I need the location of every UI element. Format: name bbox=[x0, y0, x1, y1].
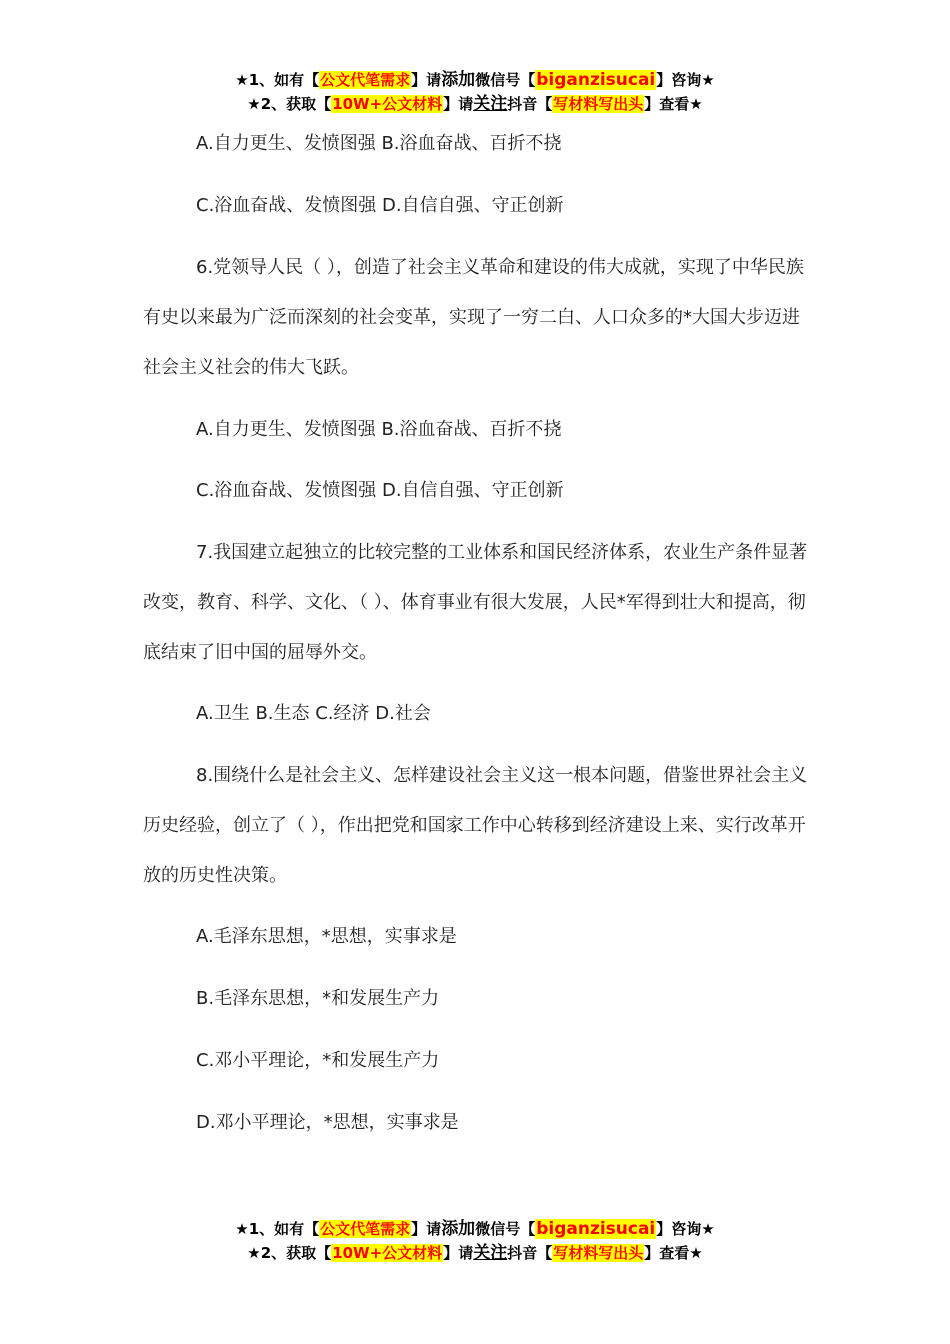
banner-line-2 bbox=[0, 92, 950, 116]
emphasis-follow: 关注 bbox=[473, 1243, 508, 1263]
emphasis-add: 添加 bbox=[441, 70, 476, 90]
banner-text: 微信号【 bbox=[475, 71, 536, 89]
q7-options: A.卫生 B.生态 C.经济 D.社会 bbox=[196, 703, 431, 724]
highlight-douyin: 写材料写出头 bbox=[553, 1244, 644, 1262]
banner-text: 微信号【 bbox=[475, 1220, 536, 1238]
banner-line-2 bbox=[0, 1241, 950, 1265]
q8-option-b: B.毛泽东思想，*和发展生产力 bbox=[196, 988, 440, 1009]
q5-options-cd: C.浴血奋战、发愤图强 D.自信自强、守正创新 bbox=[196, 195, 564, 216]
q6-options-cd: C.浴血奋战、发愤图强 D.自信自强、守正创新 bbox=[196, 480, 564, 501]
q8-stem: 8.围绕什么是社会主义、怎样建设社会主义这一根本问题，借鉴世界社会主义历史经验，创立了（ ），作出把党和国家工作中心转移到经济建设上来、实行改革开放的历史性决策。 bbox=[143, 765, 808, 886]
q5-options-ab: A.自力更生、发愤图强 B.浴血奋战、百折不挠 bbox=[196, 133, 562, 154]
banner-text: 】咨询★ bbox=[656, 71, 715, 89]
banner-text: 】查看★ bbox=[644, 1244, 703, 1262]
highlight-douyin: 写材料写出头 bbox=[553, 95, 644, 113]
emphasis-add: 添加 bbox=[441, 1219, 476, 1239]
highlight-materials: 10W+公文材料 bbox=[332, 1244, 443, 1262]
q8-option-a: A.毛泽东思想，*思想，实事求是 bbox=[196, 926, 457, 947]
banner-text: ★2、获取【 bbox=[247, 1244, 332, 1262]
banner-text: ★2、获取【 bbox=[247, 95, 332, 113]
highlight-wechat-id: biganzisucai bbox=[536, 70, 656, 90]
header-banner bbox=[0, 68, 950, 116]
banner-text: ★1、如有【 bbox=[235, 1220, 320, 1238]
highlight-wechat-id: biganzisucai bbox=[536, 1219, 656, 1239]
banner-text: 】请 bbox=[411, 71, 442, 89]
banner-text: 】请 bbox=[443, 1244, 474, 1262]
banner-text: 】请 bbox=[443, 95, 474, 113]
highlight-materials: 10W+公文材料 bbox=[332, 95, 443, 113]
banner-text: 】查看★ bbox=[644, 95, 703, 113]
highlight-service: 公文代笔需求 bbox=[320, 1220, 411, 1238]
q6-options-ab: A.自力更生、发愤图强 B.浴血奋战、百折不挠 bbox=[196, 419, 562, 440]
banner-text: 】请 bbox=[411, 1220, 442, 1238]
footer-banner bbox=[0, 1217, 950, 1265]
banner-text: 抖音【 bbox=[507, 95, 553, 113]
banner-line-1 bbox=[0, 68, 950, 92]
banner-line-1 bbox=[0, 1217, 950, 1241]
q6-stem: 6.党领导人民（ ），创造了社会主义革命和建设的伟大成就，实现了中华民族有史以来最为广泛而深刻的社会变革，实现了一穷二白、人口众多的*大国大步迈进社会主义社会的伟大飞跃。 bbox=[143, 257, 804, 378]
emphasis-follow: 关注 bbox=[473, 94, 508, 114]
banner-text: 抖音【 bbox=[507, 1244, 553, 1262]
banner-text: ★1、如有【 bbox=[235, 71, 320, 89]
highlight-service: 公文代笔需求 bbox=[320, 71, 411, 89]
banner-text: 】咨询★ bbox=[656, 1220, 715, 1238]
q8-option-c: C.邓小平理论，*和发展生产力 bbox=[196, 1050, 440, 1071]
q7-stem: 7.我国建立起独立的比较完整的工业体系和国民经济体系，农业生产条件显著改变，教育、科学、文化、（ ）、体育事业有很大发展，人民*军得到壮大和提高，彻底结束了旧中国的屈辱外交。 bbox=[143, 542, 808, 663]
q8-option-d: D.邓小平理论，*思想，实事求是 bbox=[196, 1112, 459, 1133]
